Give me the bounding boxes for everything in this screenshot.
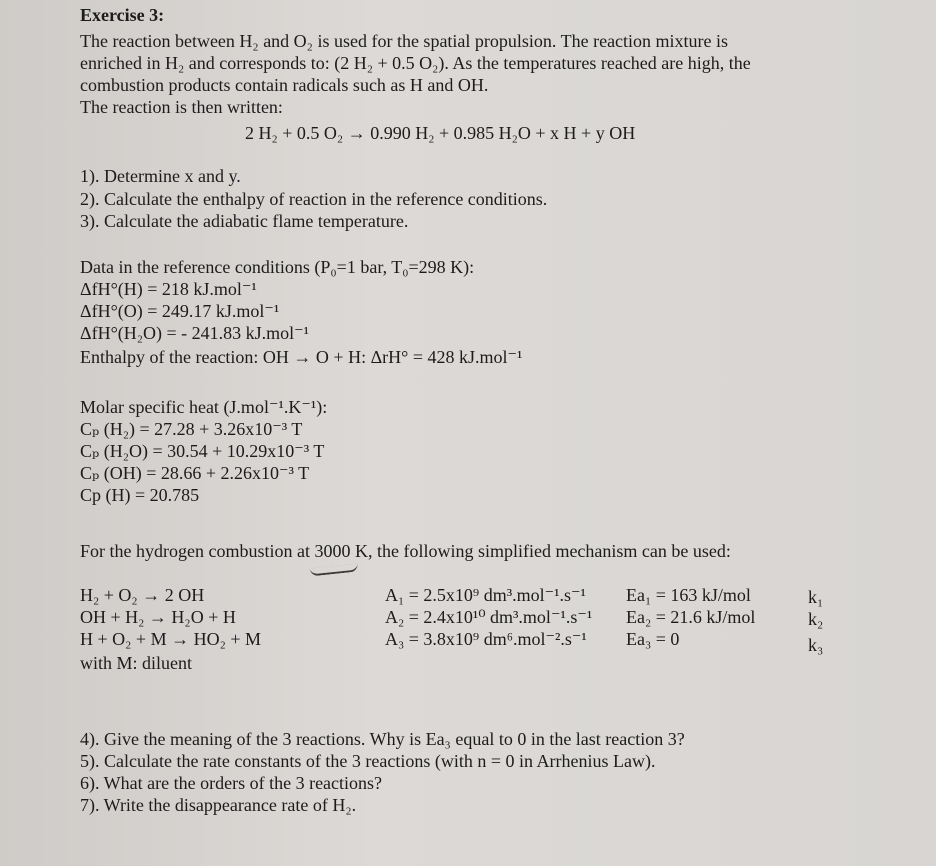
mechanism-reaction-3: H + O₂ + M → HO₂ + M <box>80 629 262 649</box>
question-6: 6). What are the orders of the 3 reactions? <box>80 773 383 793</box>
question-4: 4). Give the meaning of the 3 reactions. Why is Ea₃ equal to 0 in the last reaction 3? <box>80 729 685 749</box>
question-3: 3). Calculate the adiabatic flame temperature. <box>80 211 409 231</box>
cp-h2: Cₚ (H₂) = 27.28 + 3.26x10⁻³ T <box>80 419 303 439</box>
intro-line-1: The reaction between H₂ and O₂ is used for the spatial propulsion. The reaction mixture is <box>80 31 729 51</box>
question-5: 5). Calculate the rate constants of the 3 reactions (with n = 0 in Arrhenius Law). <box>80 751 656 771</box>
enthalpy-h2o: ΔfH°(H₂O) = - 241.83 kJ.mol⁻¹ <box>80 323 310 343</box>
cp-h: Cp (H) = 20.785 <box>80 485 200 505</box>
specific-heat-header: Molar specific heat (J.mol⁻¹.K⁻¹): <box>80 397 328 417</box>
mechanism-ea1: Ea₁ = 163 kJ/mol <box>626 585 751 605</box>
question-1: 1). Determine x and y. <box>80 166 241 186</box>
enthalpy-oh-dissociation: Enthalpy of the reaction: OH → O + H: ΔrH° = 428 kJ.mol⁻¹ <box>80 347 523 367</box>
mechanism-a1: A₁ = 2.5x10⁹ dm³.mol⁻¹.s⁻¹ <box>385 585 586 605</box>
enthalpy-h: ΔfH°(H) = 218 kJ.mol⁻¹ <box>80 279 257 299</box>
reaction-equation: 2 H₂ + 0.5 O₂ → 0.990 H₂ + 0.985 H₂O + x H + y OH <box>245 123 636 143</box>
mechanism-k3: k₃ <box>808 635 824 655</box>
mechanism-intro: For the hydrogen combustion at 3000 K, the following simplified mechanism can be used: <box>80 541 731 561</box>
enthalpy-o: ΔfH°(O) = 249.17 kJ.mol⁻¹ <box>80 301 280 321</box>
mechanism-a3: A₃ = 3.8x10⁹ dm⁶.mol⁻².s⁻¹ <box>385 629 587 649</box>
intro-line-2: enriched in H₂ and corresponds to: (2 H₂ + 0.5 O₂). As the temperatures reached are high, the <box>80 53 751 73</box>
mechanism-reaction-2: OH + H₂ → H₂O + H <box>80 607 236 627</box>
question-2: 2). Calculate the enthalpy of reaction in the reference conditions. <box>80 189 548 209</box>
question-7: 7). Write the disappearance rate of H₂. <box>80 795 357 815</box>
intro-line-3: combustion products contain radicals such as H and OH. <box>80 75 489 95</box>
mechanism-ea2: Ea₂ = 21.6 kJ/mol <box>626 607 756 627</box>
cp-h2o: Cₚ (H₂O) = 30.54 + 10.29x10⁻³ T <box>80 441 325 461</box>
exercise-heading: Exercise 3: <box>80 5 165 25</box>
cp-oh: Cₚ (OH) = 28.66 + 2.26x10⁻³ T <box>80 463 310 483</box>
handwritten-underline <box>310 564 359 577</box>
diluent-note: with M: diluent <box>80 653 192 673</box>
mechanism-reaction-1: H₂ + O₂ → 2 OH <box>80 585 205 605</box>
mechanism-k1: k₁ <box>808 587 824 607</box>
mechanism-k2: k₂ <box>808 609 824 629</box>
mechanism-a2: A₂ = 2.4x10¹⁰ dm³.mol⁻¹.s⁻¹ <box>385 607 593 627</box>
reference-data-header: Data in the reference conditions (P₀=1 bar, T₀=298 K): <box>80 257 475 277</box>
intro-line-4: The reaction is then written: <box>80 97 283 117</box>
mechanism-ea3: Ea₃ = 0 <box>626 629 680 649</box>
